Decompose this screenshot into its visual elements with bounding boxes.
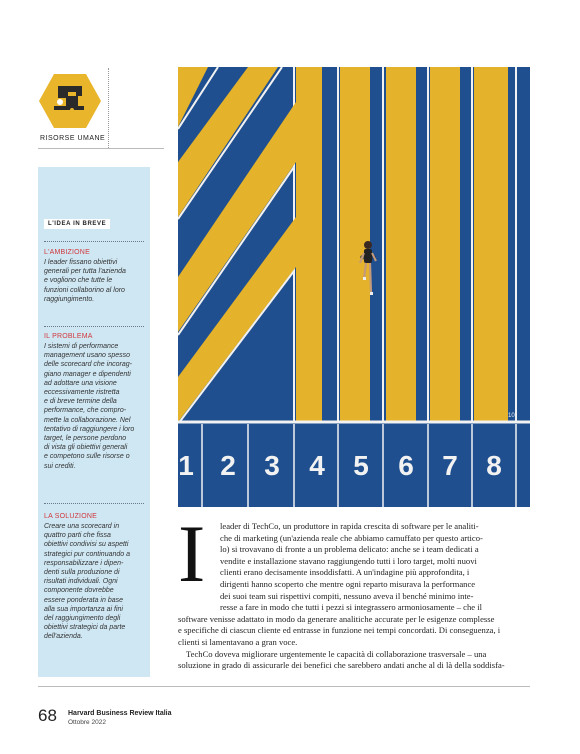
corner-mark: 10	[508, 413, 515, 419]
lane-number: 2	[220, 450, 236, 481]
magazine-name: Harvard Business Review Italia	[68, 710, 172, 717]
article-body	[178, 508, 530, 672]
lane-number: 4	[309, 450, 325, 481]
sidebar-text-problem: I sistemi di performance management usano spesso delle scorecard che incorag- giano manager e dipendenti ad adottare una visione eccessivamente ristretta e di breve termine della performance, che compro- mette la collaborazione. Nel tentativo di raggiungere i loro target, le persone perdono di vista gli obiettivi generali e competono sulle risorse o sui crediti.	[44, 343, 135, 470]
section-hexagon-icon	[38, 72, 102, 130]
lane-number: 5	[353, 450, 369, 481]
lane-number: 8	[486, 450, 502, 481]
footer-rule	[38, 686, 530, 687]
lane-number: 7	[442, 450, 458, 481]
article-line: vendite e installazione stavano raggiungendo tutti i loro target, molti nuovi	[220, 555, 477, 566]
drop-cap: I	[178, 508, 206, 599]
article-line: lo) si trovavano di fronte a un problema delicato: anche se i team dedicati a	[220, 544, 479, 555]
lane-number: 6	[398, 450, 414, 481]
header-rule	[38, 148, 148, 149]
article-line: software venisse adattato in modo da generare analitiche accurate per le esigenze complesse	[178, 613, 495, 624]
sidebar-text-ambition: I leader fissano obiettivi generali per tutta l'azienda e vogliono che tutte le funzioni collaborino al loro raggiungimento.	[44, 259, 126, 303]
sidebar-divider	[44, 326, 144, 327]
running-track-photo	[178, 67, 530, 507]
sidebar-divider	[44, 241, 144, 242]
article-line: resse a fare in modo che tutti i pezzi si integrassero armoniosamente – che il	[220, 602, 483, 613]
page-number: 68	[38, 706, 57, 725]
header-rule-end	[148, 148, 164, 149]
article-line: dirigenti hanno scoperto che mentre ogni reparto misurava la performance	[220, 578, 476, 589]
lane-number: 3	[264, 450, 280, 481]
issue-date: Ottobre 2022	[68, 719, 106, 726]
sidebar-divider	[44, 503, 144, 504]
article-line: leader di TechCo, un produttore in rapida crescita di software per le analiti-	[220, 521, 479, 531]
article-line: clienti erano decisamente insoddisfatti. A un'indagine più approfondita, i	[220, 567, 470, 578]
sidebar-heading-problem: IL PROBLEMA	[44, 333, 93, 340]
article-line: e specifiche di ciascun cliente ed entrasse in funzione nei tempi concordati. Di conseguenza, i	[178, 625, 501, 636]
article-line: clienti si lamentavano a gran voce.	[178, 636, 298, 647]
article-line: soluzione in grado di assicurarle dei benefici che sarebbero andati anche al di là della soddisfa-	[178, 660, 505, 671]
sidebar-title: L'IDEA IN BREVE	[44, 219, 110, 229]
article-line: TechCo doveva migliorare urgentemente le capacità di collaborazione trasversale – una	[186, 648, 487, 659]
header-divider	[108, 68, 109, 148]
sidebar-text-solution: Creare una scorecard in quattro parti che fissa obiettivi condivisi su aspetti strategici pur continuando a responsabilizzare i dipen- denti sulla produzione di risultati individuali. Ogni componente dovrebbe essere ponderata in base alla sua importanza ai fini del raggiungimento degli obiettivi strategici da parte dell'azienda.	[44, 523, 130, 641]
section-label: RISORSE UMANE	[40, 135, 106, 142]
lane-number: 1	[178, 450, 194, 481]
sidebar-heading-ambition: L'AMBIZIONE	[44, 249, 90, 256]
article-line: dei suoi team sui rispettivi compiti, nessuno aveva il benché minimo inte-	[220, 590, 474, 601]
sidebar-heading-solution: LA SOLUZIONE	[44, 513, 97, 520]
article-line: che di marketing (un'azienda reale che abbiamo camuffato per questo artico-	[220, 532, 483, 543]
